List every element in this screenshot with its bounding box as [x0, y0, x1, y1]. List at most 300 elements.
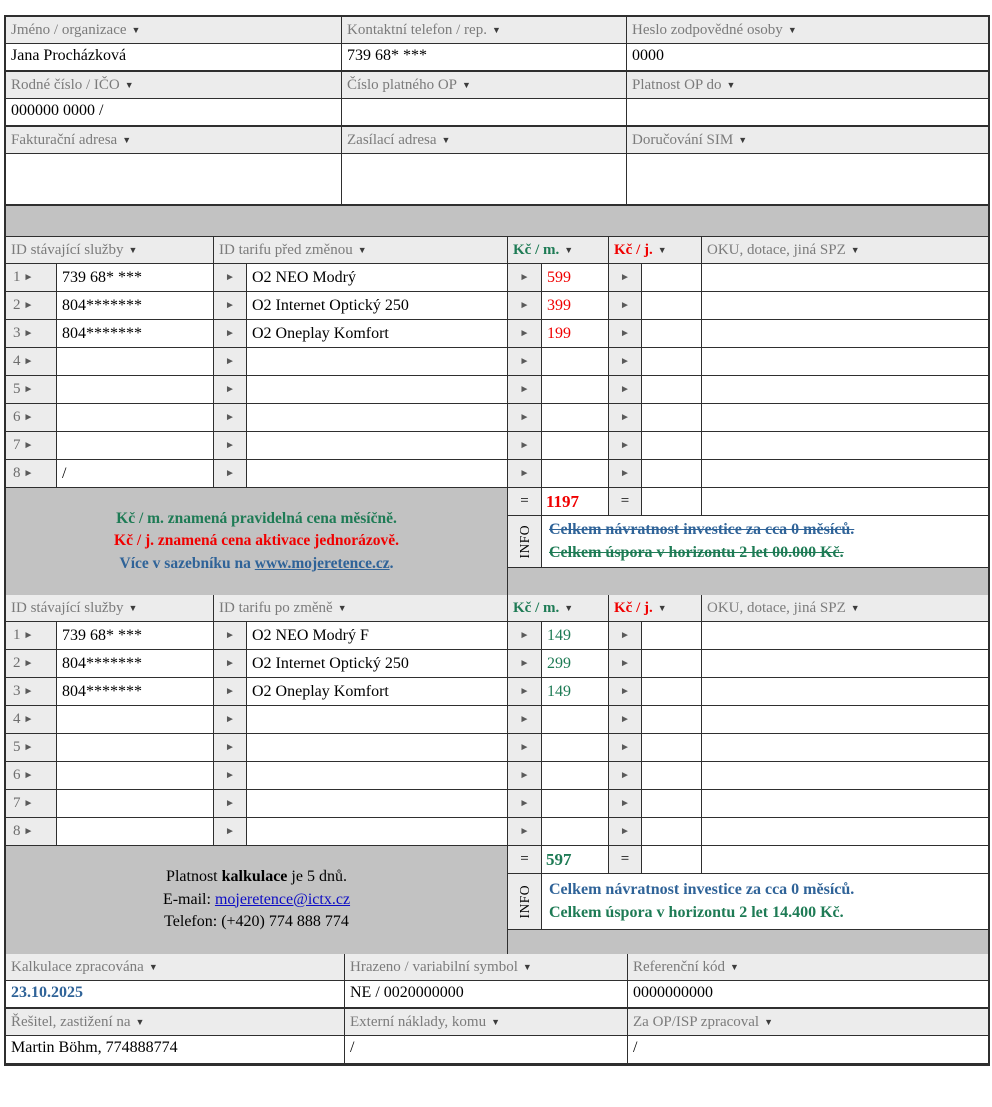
caret-right-icon: ► [519, 825, 530, 837]
caret-right-icon: ► [23, 327, 34, 339]
customer-form-header-row [6, 17, 988, 44]
tariff-arrow-cell [214, 678, 247, 706]
table-row [6, 376, 988, 404]
caret-down-icon: ▼ [657, 244, 667, 255]
once-arrow-cell [609, 292, 642, 320]
oku-cell[interactable] [702, 264, 988, 292]
once-arrow-cell [609, 818, 642, 846]
retention-calculation-sheet [4, 15, 990, 1066]
table-row [6, 264, 988, 292]
row-number-cell [6, 264, 57, 292]
col-label: Kč / j. [614, 241, 653, 258]
caret-right-icon: ► [519, 657, 530, 669]
col-header-oku[interactable] [702, 595, 988, 622]
monthly-price-cell[interactable]: 149 [542, 622, 609, 650]
oku-cell[interactable] [702, 460, 988, 488]
pricelist-link[interactable]: www.mojeretence.cz [254, 554, 390, 572]
tariff-arrow-cell [214, 622, 247, 650]
info-label: INFO [516, 884, 532, 919]
monthly-price-cell[interactable] [542, 376, 609, 404]
monthly-arrow-cell [508, 432, 542, 460]
table-row [6, 404, 988, 432]
password-value-cell[interactable]: 0000 [627, 44, 988, 72]
monthly-price-cell[interactable] [542, 790, 609, 818]
one-time-price-cell[interactable] [642, 622, 702, 650]
caret-right-icon: ► [23, 685, 34, 697]
info-message-cell [542, 516, 988, 568]
tariff-cell[interactable]: O2 NEO Modrý F [247, 622, 508, 650]
caret-down-icon: ▼ [564, 602, 574, 613]
one-time-price-cell[interactable] [642, 432, 702, 460]
oku-cell[interactable] [702, 706, 988, 734]
field-label: Doručování SIM [632, 131, 734, 148]
field-header-billing-address[interactable] [6, 127, 342, 154]
row-number-cell [6, 734, 57, 762]
service-id-cell[interactable]: / [57, 460, 214, 488]
caret-right-icon: ► [23, 299, 34, 311]
table-row [6, 460, 988, 488]
field-label: Referenční kód [633, 958, 726, 975]
tariff-arrow-cell [214, 706, 247, 734]
table-row [6, 622, 988, 650]
one-time-price-cell[interactable] [642, 404, 702, 432]
field-header-external-costs[interactable] [345, 1009, 628, 1036]
validity-line [166, 867, 347, 888]
tariff-arrow-cell [214, 818, 247, 846]
table-row [6, 678, 988, 706]
footer-form [6, 954, 988, 1064]
oku-cell[interactable] [702, 404, 988, 432]
field-header-processed-by[interactable] [628, 1009, 988, 1036]
oku-cell[interactable] [702, 292, 988, 320]
tariff-cell[interactable] [247, 460, 508, 488]
caret-right-icon: ► [519, 271, 530, 283]
caret-right-icon: ► [620, 769, 630, 781]
id-validity-value-cell[interactable] [627, 99, 988, 127]
col-header-service-id[interactable] [6, 237, 214, 264]
phone-line: Telefon: (+420) 774 888 774 [164, 913, 349, 931]
monthly-price-cell[interactable] [542, 706, 609, 734]
service-id-cell[interactable]: 804******* [57, 320, 214, 348]
monthly-price-cell[interactable]: 599 [542, 264, 609, 292]
savings-info: Celkem úspora v horizontu 2 let 00.000 Kč. [549, 544, 844, 561]
caret-down-icon: ▼ [441, 134, 451, 145]
row-number: 4 [13, 353, 21, 369]
solver-value-cell[interactable]: Martin Böhm, 774888774 [6, 1036, 345, 1064]
caret-right-icon: ► [225, 769, 235, 781]
field-header-birth-id[interactable] [6, 72, 342, 99]
field-header-sim-delivery[interactable] [627, 127, 988, 154]
caret-right-icon: ► [225, 657, 235, 669]
paid-symbol-value-cell[interactable]: NE / 0020000000 [345, 981, 628, 1009]
once-arrow-cell [609, 622, 642, 650]
one-time-price-cell[interactable] [642, 376, 702, 404]
caret-right-icon: ► [225, 629, 235, 641]
row-number: 5 [13, 381, 21, 397]
equals-sign: = [609, 488, 642, 516]
caret-down-icon: ▼ [522, 961, 532, 972]
services-before-table [6, 237, 988, 595]
customer-form-value-row [6, 44, 988, 72]
external-costs-value-cell[interactable]: / [345, 1036, 628, 1064]
one-time-sum-value [642, 846, 702, 874]
service-id-cell[interactable] [57, 348, 214, 376]
once-arrow-cell [609, 404, 642, 432]
col-header-service-id[interactable] [6, 595, 214, 622]
one-time-price-cell[interactable] [642, 264, 702, 292]
tariff-cell[interactable]: O2 Internet Optický 250 [247, 650, 508, 678]
reference-code-value-cell[interactable]: 0000000000 [628, 981, 988, 1009]
billing-address-value-cell[interactable] [6, 154, 342, 206]
caret-right-icon: ► [225, 355, 235, 367]
row-number: 7 [13, 795, 21, 811]
oku-cell[interactable] [702, 348, 988, 376]
caret-down-icon: ▼ [564, 244, 574, 255]
caret-right-icon: ► [225, 825, 235, 837]
tariff-cell[interactable] [247, 790, 508, 818]
tariff-cell[interactable] [247, 734, 508, 762]
col-label: ID tarifu před změnou [219, 241, 353, 258]
caret-right-icon: ► [519, 299, 530, 311]
caret-right-icon: ► [620, 439, 630, 451]
oku-cell[interactable] [702, 622, 988, 650]
table-row [6, 432, 988, 460]
service-id-cell[interactable] [57, 790, 214, 818]
tariff-cell[interactable] [247, 404, 508, 432]
table-row [6, 762, 988, 790]
field-label: Fakturační adresa [11, 131, 118, 148]
row-number-cell [6, 650, 57, 678]
caret-down-icon: ▼ [148, 961, 158, 972]
caret-down-icon: ▼ [850, 602, 860, 613]
payback-info: Celkem návratnost investice za cca 0 měsíců. [549, 881, 855, 899]
service-id-cell[interactable]: 804******* [57, 678, 214, 706]
row-number-cell [6, 292, 57, 320]
one-time-price-cell[interactable] [642, 650, 702, 678]
monthly-arrow-cell [508, 790, 542, 818]
service-id-cell[interactable] [57, 762, 214, 790]
oku-cell[interactable] [702, 790, 988, 818]
caret-right-icon: ► [225, 713, 235, 725]
monthly-price-cell[interactable] [542, 404, 609, 432]
field-header-solver[interactable] [6, 1009, 345, 1036]
one-time-price-cell[interactable] [642, 706, 702, 734]
service-id-cell[interactable] [57, 706, 214, 734]
tariff-arrow-cell [214, 460, 247, 488]
tariff-cell[interactable] [247, 706, 508, 734]
field-header-paid-symbol[interactable] [345, 954, 628, 981]
row-number-cell [6, 460, 57, 488]
caret-right-icon: ► [23, 657, 34, 669]
caret-right-icon: ► [620, 467, 630, 479]
row-number-cell [6, 622, 57, 650]
caret-right-icon: ► [23, 439, 34, 451]
service-id-cell[interactable] [57, 404, 214, 432]
caret-right-icon: ► [620, 797, 630, 809]
row-number: 3 [13, 683, 21, 699]
tariff-cell[interactable]: O2 Oneplay Komfort [247, 678, 508, 706]
field-label: Řešitel, zastižení na [11, 1013, 131, 1030]
row-number: 3 [13, 325, 21, 341]
service-id-cell[interactable] [57, 734, 214, 762]
mailing-address-value-cell[interactable] [342, 154, 627, 206]
tariff-cell[interactable]: O2 Oneplay Komfort [247, 320, 508, 348]
caret-down-icon: ▼ [128, 244, 138, 255]
col-header-tariff-before[interactable] [214, 237, 508, 264]
field-header-reference-code[interactable] [628, 954, 988, 981]
payback-info: Celkem návratnost investice za cca 0 měsíců. [549, 521, 855, 539]
caret-right-icon: ► [225, 467, 235, 479]
services-after-table [6, 595, 988, 954]
oku-cell[interactable] [702, 432, 988, 460]
service-id-cell[interactable] [57, 376, 214, 404]
monthly-price-cell[interactable] [542, 762, 609, 790]
tariff-cell[interactable] [247, 376, 508, 404]
once-arrow-cell [609, 320, 642, 348]
monthly-arrow-cell [508, 320, 542, 348]
tariff-arrow-cell [214, 264, 247, 292]
field-label: Hrazeno / variabilní symbol [350, 958, 518, 975]
caret-down-icon: ▼ [128, 602, 138, 613]
row-number: 4 [13, 711, 21, 727]
tariff-cell[interactable]: O2 NEO Modrý [247, 264, 508, 292]
col-label: OKU, dotace, jiná SPZ [707, 241, 846, 258]
name-value-cell[interactable]: Jana Procházková [6, 44, 342, 72]
caret-down-icon: ▼ [131, 24, 141, 35]
monthly-arrow-cell [508, 460, 542, 488]
row-number: 6 [13, 409, 21, 425]
caret-right-icon: ► [519, 327, 530, 339]
calc-date-value-cell[interactable]: 23.10.2025 [6, 981, 345, 1009]
caret-right-icon: ► [519, 713, 530, 725]
tariff-arrow-cell [214, 320, 247, 348]
field-label: Heslo zodpovědné osoby [632, 21, 783, 38]
sim-delivery-value-cell[interactable] [627, 154, 988, 206]
caret-right-icon: ► [225, 797, 235, 809]
monthly-price-cell[interactable] [542, 432, 609, 460]
monthly-price-cell[interactable]: 399 [542, 292, 609, 320]
field-label: Číslo platného OP [347, 76, 458, 93]
processed-by-value-cell[interactable]: / [628, 1036, 988, 1064]
footer-value-row [6, 981, 988, 1009]
one-time-price-cell[interactable] [642, 678, 702, 706]
one-time-price-cell[interactable] [642, 762, 702, 790]
birth-id-value-cell[interactable]: 000000 0000 / [6, 99, 342, 127]
table-row [6, 292, 988, 320]
caret-down-icon: ▼ [135, 1016, 145, 1027]
col-label: Kč / m. [513, 599, 560, 616]
col-label: ID tarifu po změně [219, 599, 333, 616]
contact-text: Platnost [166, 867, 222, 885]
field-header-password[interactable] [627, 17, 988, 44]
monthly-arrow-cell [508, 376, 542, 404]
service-id-cell[interactable]: 739 68* *** [57, 622, 214, 650]
tariff-cell[interactable] [247, 432, 508, 460]
col-header-monthly-price[interactable] [508, 595, 609, 622]
one-time-price-cell[interactable] [642, 818, 702, 846]
monthly-price-cell[interactable] [542, 460, 609, 488]
caret-right-icon: ► [519, 741, 530, 753]
caret-down-icon: ▼ [738, 134, 748, 145]
caret-right-icon: ► [23, 629, 34, 641]
col-header-one-time-price[interactable] [609, 595, 702, 622]
oku-cell[interactable] [702, 678, 988, 706]
monthly-arrow-cell [508, 818, 542, 846]
field-header-id-card[interactable] [342, 72, 627, 99]
legend-line-monthly: Kč / m. znamená pravidelná cena měsíčně. [116, 510, 397, 528]
customer-form-value-row [6, 154, 988, 206]
once-arrow-cell [609, 432, 642, 460]
field-header-calc-date[interactable] [6, 954, 345, 981]
caret-right-icon: ► [620, 685, 630, 697]
monthly-arrow-cell [508, 734, 542, 762]
caret-down-icon: ▼ [764, 1016, 774, 1027]
row-number: 5 [13, 739, 21, 755]
monthly-arrow-cell [508, 706, 542, 734]
one-time-price-cell[interactable] [642, 790, 702, 818]
service-id-cell[interactable] [57, 432, 214, 460]
one-time-price-cell[interactable] [642, 460, 702, 488]
field-header-phone[interactable] [342, 17, 627, 44]
row-number-cell [6, 818, 57, 846]
caret-right-icon: ► [23, 769, 34, 781]
caret-right-icon: ► [225, 439, 235, 451]
monthly-arrow-cell [508, 622, 542, 650]
tariff-arrow-cell [214, 762, 247, 790]
col-header-one-time-price[interactable] [609, 237, 702, 264]
phone-value-cell[interactable]: 739 68* *** [342, 44, 627, 72]
oku-cell[interactable] [702, 734, 988, 762]
oku-cell[interactable] [702, 818, 988, 846]
one-time-price-cell[interactable] [642, 734, 702, 762]
monthly-arrow-cell [508, 650, 542, 678]
field-label: Externí náklady, komu [350, 1013, 487, 1030]
caret-right-icon: ► [23, 797, 34, 809]
customer-form [6, 17, 988, 206]
col-header-monthly-price[interactable] [508, 237, 609, 264]
row-number: 2 [13, 655, 21, 671]
table-row [6, 650, 988, 678]
tariff-arrow-cell [214, 650, 247, 678]
once-arrow-cell [609, 376, 642, 404]
caret-right-icon: ► [620, 299, 630, 311]
monthly-price-cell[interactable] [542, 818, 609, 846]
customer-form-header-row [6, 127, 988, 154]
tariff-cell[interactable] [247, 818, 508, 846]
table-header-row [6, 237, 988, 264]
col-header-tariff-after[interactable] [214, 595, 508, 622]
customer-form-header-row [6, 72, 988, 99]
field-label: Zasílací adresa [347, 131, 437, 148]
one-time-price-cell[interactable] [642, 292, 702, 320]
legend-line-once: Kč / j. znamená cena aktivace jednorázově. [114, 532, 399, 550]
monthly-price-cell[interactable]: 149 [542, 678, 609, 706]
caret-right-icon: ► [620, 383, 630, 395]
gray-strip [508, 930, 988, 954]
monthly-price-cell[interactable] [542, 348, 609, 376]
caret-right-icon: ► [519, 797, 530, 809]
tariff-cell[interactable]: O2 Internet Optický 250 [247, 292, 508, 320]
row-number-cell [6, 404, 57, 432]
tariff-arrow-cell [214, 790, 247, 818]
once-arrow-cell [609, 460, 642, 488]
sum-oku-cell [702, 488, 988, 516]
once-arrow-cell [609, 650, 642, 678]
caret-right-icon: ► [620, 411, 630, 423]
table-row [6, 706, 988, 734]
service-id-cell[interactable]: 804******* [57, 650, 214, 678]
field-header-id-validity[interactable] [627, 72, 988, 99]
equals-sign: = [508, 488, 542, 516]
one-time-price-cell[interactable] [642, 320, 702, 348]
row-number-cell [6, 706, 57, 734]
caret-right-icon: ► [23, 741, 34, 753]
monthly-sum-value: 1197 [542, 488, 609, 516]
one-time-price-cell[interactable] [642, 348, 702, 376]
once-arrow-cell [609, 734, 642, 762]
row-number: 1 [13, 627, 21, 643]
service-id-cell[interactable] [57, 818, 214, 846]
equals-sign: = [508, 846, 542, 874]
oku-cell[interactable] [702, 320, 988, 348]
service-id-cell[interactable]: 739 68* *** [57, 264, 214, 292]
caret-right-icon: ► [225, 327, 235, 339]
caret-down-icon: ▼ [726, 79, 736, 90]
id-card-value-cell[interactable] [342, 99, 627, 127]
caret-down-icon: ▼ [657, 602, 667, 613]
table-body [6, 622, 988, 846]
oku-cell[interactable] [702, 762, 988, 790]
row-number-cell [6, 348, 57, 376]
legend-text: . [389, 554, 394, 572]
field-header-name[interactable] [6, 17, 342, 44]
email-link[interactable]: mojeretence@ictx.cz [214, 890, 351, 908]
caret-right-icon: ► [620, 629, 630, 641]
field-label: Rodné číslo / IČO [11, 76, 120, 93]
once-arrow-cell [609, 264, 642, 292]
caret-right-icon: ► [519, 685, 530, 697]
col-header-oku[interactable] [702, 237, 988, 264]
caret-down-icon: ▼ [357, 244, 367, 255]
oku-cell[interactable] [702, 650, 988, 678]
email-line [163, 890, 350, 911]
col-label: Kč / m. [513, 241, 560, 258]
monthly-price-cell[interactable] [542, 734, 609, 762]
caret-right-icon: ► [23, 713, 34, 725]
monthly-price-cell[interactable]: 299 [542, 650, 609, 678]
monthly-sum-value: 597 [542, 846, 609, 874]
caret-down-icon: ▼ [122, 134, 132, 145]
once-arrow-cell [609, 678, 642, 706]
tariff-cell[interactable] [247, 348, 508, 376]
once-arrow-cell [609, 762, 642, 790]
tariff-cell[interactable] [247, 762, 508, 790]
field-header-mailing-address[interactable] [342, 127, 627, 154]
field-label: Kontaktní telefon / rep. [347, 21, 487, 38]
sum-oku-cell [702, 846, 988, 874]
row-number-cell [6, 432, 57, 460]
info-label-cell [508, 874, 542, 930]
monthly-price-cell[interactable]: 199 [542, 320, 609, 348]
savings-info: Celkem úspora v horizontu 2 let 14.400 Kč. [549, 904, 844, 921]
service-id-cell[interactable]: 804******* [57, 292, 214, 320]
row-number-cell [6, 320, 57, 348]
caret-right-icon: ► [23, 383, 34, 395]
monthly-arrow-cell [508, 264, 542, 292]
monthly-arrow-cell [508, 762, 542, 790]
field-label: Platnost OP do [632, 76, 722, 93]
oku-cell[interactable] [702, 376, 988, 404]
